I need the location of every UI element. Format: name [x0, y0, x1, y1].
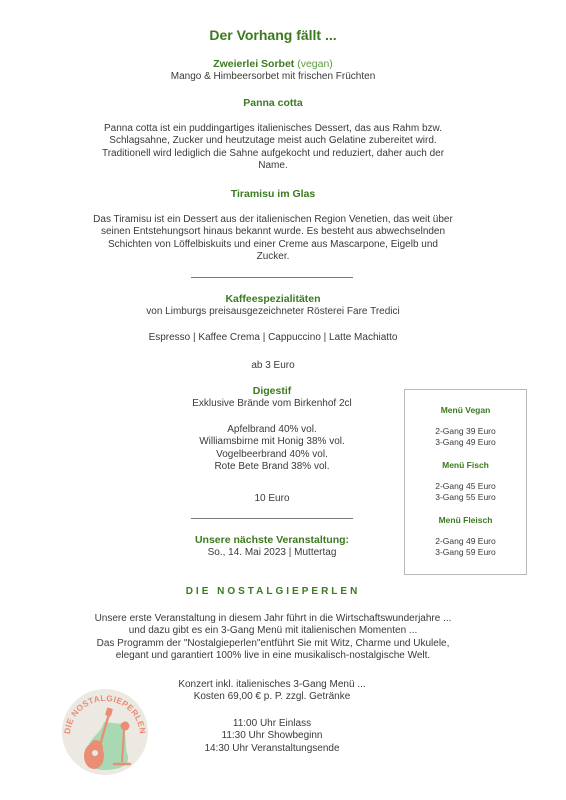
desc-line: Traditionell wird lediglich die Sahne aufgekocht und reduziert, daher auch der [101, 147, 445, 159]
intro-line: Das Programm der "Nostalgieperlen"entführt Sie mit Witz, Charme und Ukulele, [96, 637, 450, 649]
tiramisu-heading: Tiramisu im Glas [230, 188, 316, 200]
digestif-price: 10 Euro [254, 493, 290, 504]
sorbet-heading [60, 58, 486, 70]
sorbet-heading-text: Zweierlei Sorbet [213, 58, 295, 70]
coffee-price: ab 3 Euro [251, 360, 295, 371]
schedule-item: 11:30 Uhr Showbeginn [221, 730, 323, 742]
coffee-heading: Kaffeespezialitäten [225, 293, 321, 305]
intro-line: Unsere erste Veranstaltung in diesem Jahr führt in die Wirtschaftswunderjahre ... [94, 613, 452, 624]
logo-text: DIE NOSTALGIEPERLEN [61, 692, 149, 735]
desc-line: Name. [258, 159, 288, 171]
logo-graphic [54, 684, 157, 776]
desc-line: Das Tiramisu ist ein Dessert aus der italienischen Region Venetien, das weit über [93, 214, 453, 225]
concert-info: Konzert inkl. italienisches 3-Gang Menü ... [178, 679, 366, 690]
menu-vegan-heading: Menü Vegan [440, 405, 491, 415]
desc-line: Schichten von Löffelbiskuits und einer Creme aus Mascarpone, Eigelb und [107, 238, 438, 250]
tiramisu-description [60, 214, 486, 263]
coffee-list: Espresso | Kaffee Crema | Cappuccino | Latte Machiatto [148, 332, 398, 343]
menu-fleisch-line: 3-Gang 59 Euro [435, 547, 496, 557]
digestif-item: Apfelbrand 40% vol. [227, 424, 317, 435]
menu-vegan-line: 3-Gang 49 Euro [435, 437, 496, 447]
sorbet-description: Mango & Himbeersorbet mit frischen Früchten [170, 71, 376, 82]
panna-cotta-heading: Panna cotta [243, 97, 303, 109]
digestif-list [130, 424, 414, 473]
menu-fisch-heading: Menü Fisch [442, 460, 489, 470]
desc-line: Schlagsahne, Zucker und heutzutage meist auch Gelatine zubereitet wird. [109, 135, 437, 147]
divider [191, 277, 353, 278]
digestif-heading: Digestif [252, 385, 292, 397]
menu-fleisch-heading: Menü Fleisch [438, 515, 493, 525]
desc-line: Zucker. [256, 250, 290, 262]
coffee-subtitle: von Limburgs preisausgezeichneter Rösterei Fare Tredici [146, 306, 400, 317]
intro-line: elegant und garantiert 100% live in eine musikalisch-nostalgische Welt. [115, 649, 431, 661]
schedule-item: 11:00 Uhr Einlass [232, 718, 312, 729]
digestif-item: Rote Bete Brand 38% vol. [214, 460, 330, 472]
desc-line: seinen Entstehungsort hinaus bekannt wurde. Es besteht aus abwechselnden [100, 226, 446, 238]
next-event-date: So., 14. Mai 2023 | Muttertag [207, 547, 337, 558]
panna-cotta-description [60, 123, 486, 172]
digestif-subtitle: Exklusive Brände vom Birkenhof 2cl [192, 398, 352, 409]
menu-fisch-line: 3-Gang 55 Euro [435, 492, 496, 502]
menu-fleisch-line: 2-Gang 49 Euro [435, 536, 496, 546]
digestif-item: Vogelbeerbrand 40% vol. [216, 448, 328, 460]
menu-vegan-line: 2-Gang 39 Euro [435, 426, 496, 436]
schedule [130, 718, 414, 755]
menu-fisch-line: 2-Gang 45 Euro [435, 481, 496, 491]
nostalgieperlen-logo [54, 684, 157, 776]
divider [191, 518, 353, 519]
next-event-heading: Unsere nächste Veranstaltung: [194, 534, 350, 546]
menu-price-box [404, 389, 527, 575]
vegan-note: (vegan) [297, 58, 333, 70]
page-title: Der Vorhang fällt ... [209, 27, 337, 43]
band-intro [60, 613, 486, 662]
intro-line: und dazu gibt es ein 3-Gang Menü mit italienischen Momenten ... [128, 625, 418, 637]
concert-cost: Kosten 69,00 € p. P. zzgl. Getränke [193, 691, 351, 702]
digestif-item: Williamsbirne mit Honig 38% vol. [199, 436, 345, 448]
band-heading: DIE NOSTALGIEPERLEN [185, 586, 361, 597]
desc-line: Panna cotta ist ein puddingartiges italienisches Dessert, das aus Rahm bzw. [104, 123, 442, 134]
schedule-item: 14:30 Uhr Veranstaltungsende [204, 742, 340, 754]
